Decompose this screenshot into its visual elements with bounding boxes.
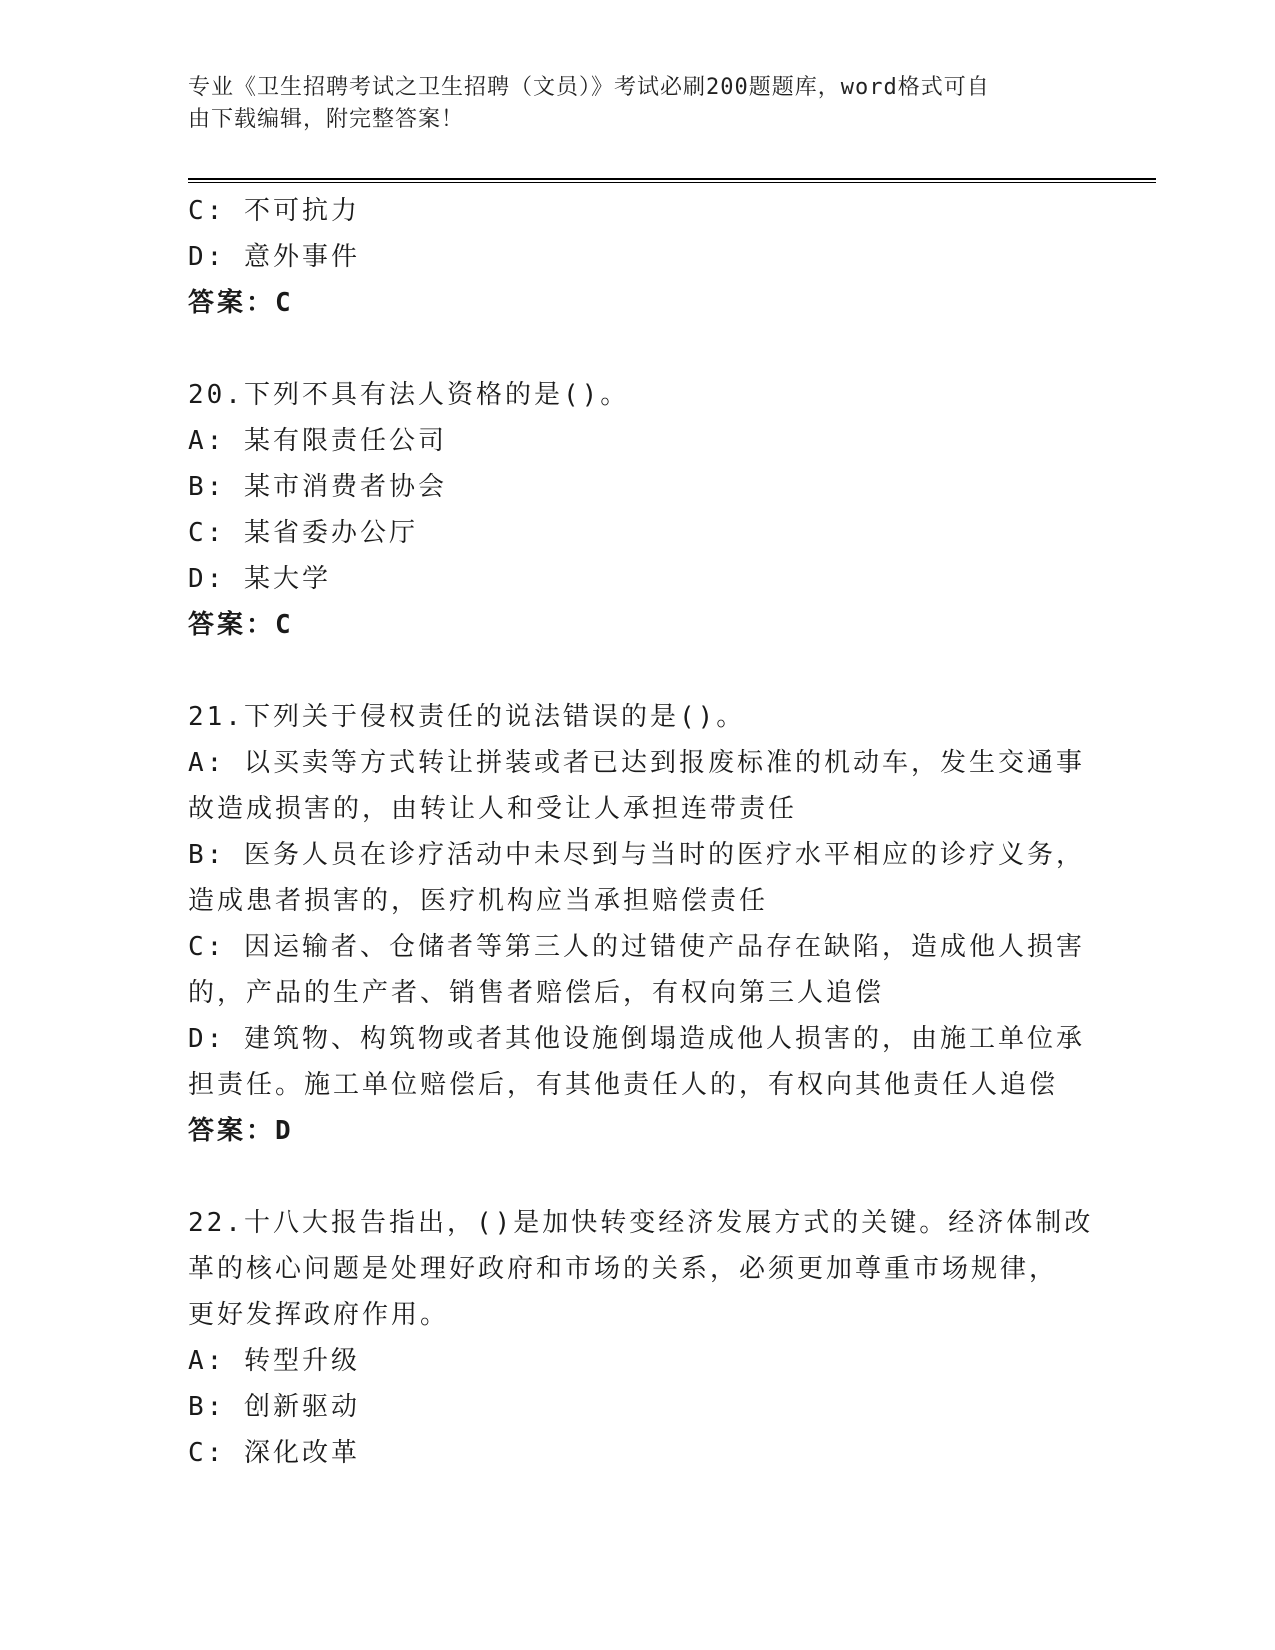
- option-d-continued: 担责任。施工单位赔偿后，有其他责任人的，有权向其他责任人追偿: [188, 1070, 1059, 1100]
- option-c: C: 深化改革: [188, 1438, 360, 1468]
- answer-line: 答案：C: [188, 288, 294, 318]
- question-stem-continued: 更好发挥政府作用。: [188, 1300, 450, 1330]
- option-a-continued: 故造成损害的，由转让人和受让人承担连带责任: [188, 794, 798, 824]
- question-20: [188, 372, 1088, 648]
- option-c: C: 因运输者、仓储者等第三人的过错使产品存在缺陷，造成他人损害: [188, 932, 1085, 962]
- spacer: [188, 326, 1088, 372]
- answer-line: 答案：D: [188, 1116, 294, 1146]
- question-stem: 20.下列不具有法人资格的是()。: [188, 380, 630, 410]
- option-d: D: 某大学: [188, 564, 331, 594]
- option-d: D: 意外事件: [188, 242, 360, 272]
- option-c: C: 不可抗力: [188, 196, 360, 226]
- option-a: A: 转型升级: [188, 1346, 360, 1376]
- option-b-continued: 造成患者损害的，医疗机构应当承担赔偿责任: [188, 886, 769, 916]
- question-list: [188, 188, 1094, 1476]
- question-stem: 21.下列关于侵权责任的说法错误的是()。: [188, 702, 746, 732]
- option-b: B: 某市消费者协会: [188, 472, 447, 502]
- question-stem: 22.十八大报告指出，()是加快转变经济发展方式的关键。经济体制改: [188, 1208, 1094, 1238]
- option-a: A: 以买卖等方式转让拼装或者已达到报废标准的机动车，发生交通事: [188, 748, 1085, 778]
- question-22: [188, 1200, 1094, 1476]
- option-b: B: 创新驱动: [188, 1392, 360, 1422]
- document-header: [188, 72, 1068, 136]
- option-a: A: 某有限责任公司: [188, 426, 447, 456]
- question-19-tail: [188, 188, 1088, 326]
- option-c: C: 某省委办公厅: [188, 518, 418, 548]
- option-b: B: 医务人员在诊疗活动中未尽到与当时的医疗水平相应的诊疗义务，: [188, 840, 1085, 870]
- header-line: 专业《卫生招聘考试之卫生招聘（文员）》考试必刷200题题库，word格式可自: [188, 75, 990, 100]
- question-stem-continued: 革的核心问题是处理好政府和市场的关系，必须更加尊重市场规律，: [188, 1254, 1059, 1284]
- spacer: [188, 1154, 1088, 1200]
- spacer: [188, 648, 1088, 694]
- question-21: [188, 694, 1088, 1154]
- option-c-continued: 的，产品的生产者、销售者赔偿后，有权向第三人追偿: [188, 978, 885, 1008]
- header-divider: [188, 178, 1156, 183]
- answer-line: 答案：C: [188, 610, 294, 640]
- header-line: 由下载编辑，附完整答案！: [188, 107, 465, 132]
- option-d: D: 建筑物、构筑物或者其他设施倒塌造成他人损害的，由施工单位承: [188, 1024, 1085, 1054]
